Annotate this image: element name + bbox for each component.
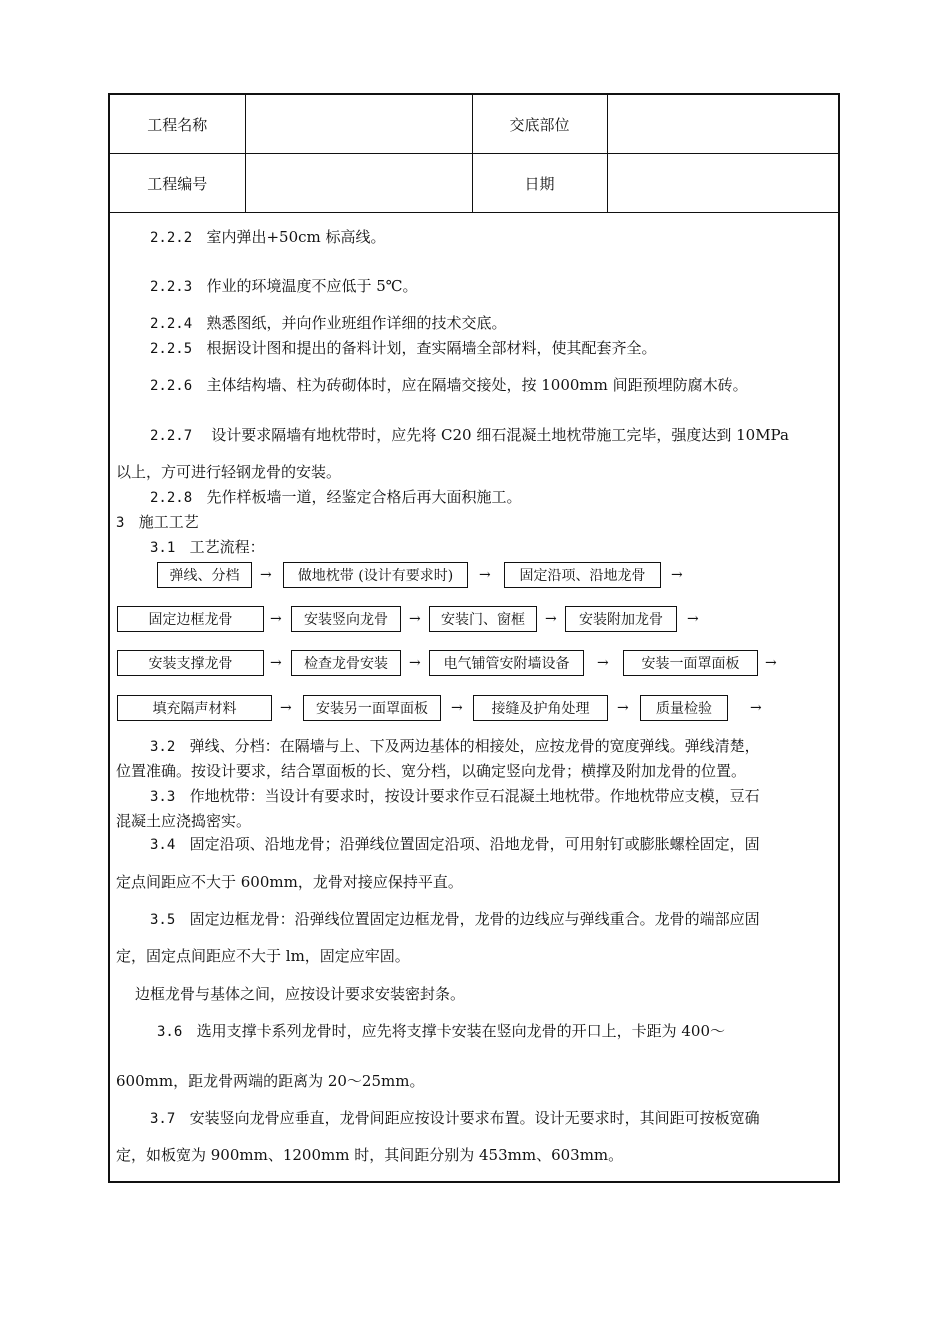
item-2-2-2: 2.2.2 室内弹出+50cm 标高线。 bbox=[150, 228, 386, 246]
flow-box: 检查龙骨安装 bbox=[291, 650, 401, 676]
para-3-3-line1: 3.3 作地枕带：当设计有要求时，按设计要求作豆石混凝土地枕带。作地枕带应支模，豆石 bbox=[150, 787, 760, 805]
section-3-heading: 3 施工工艺 bbox=[116, 513, 199, 531]
item-2-2-3: 2.2.3 作业的环境温度不应低于 5℃。 bbox=[150, 277, 418, 295]
item-2-2-5: 2.2.5 根据设计图和提出的备料计划，查实隔墙全部材料，使其配套齐全。 bbox=[150, 339, 657, 357]
para-3-4-line2: 定点间距应不大于 600mm，龙骨对接应保持平直。 bbox=[116, 873, 463, 891]
item-2-2-6: 2.2.6 主体结构墙、柱为砖砌体时，应在隔墙交接处，按 1000mm 间距预埋防腐木砖。 bbox=[150, 376, 748, 394]
project-no-label: 工程编号 bbox=[110, 154, 245, 213]
flow-box: 安装门、窗框 bbox=[429, 606, 537, 632]
flow-box: 做地枕带 (设计有要求时) bbox=[283, 562, 468, 588]
flow-box: 安装另一面罩面板 bbox=[303, 695, 441, 721]
flow-box: 安装一面罩面板 bbox=[623, 650, 758, 676]
flow-arrow: → bbox=[260, 567, 272, 583]
header-table bbox=[110, 95, 838, 213]
flow-box: 电气铺管安附墙设备 bbox=[429, 650, 584, 676]
para-3-7-line1: 3.7 安装竖向龙骨应垂直，龙骨间距应按设计要求布置。设计无要求时，其间距可按板宽确 bbox=[150, 1109, 760, 1127]
project-name-label: 工程名称 bbox=[110, 95, 245, 154]
flow-box: 质量检验 bbox=[640, 695, 728, 721]
item-2-2-4: 2.2.4 熟悉图纸，并向作业班组作详细的技术交底。 bbox=[150, 314, 507, 332]
project-no-value[interactable] bbox=[245, 154, 472, 213]
flow-arrow: → bbox=[409, 655, 421, 671]
flow-arrow: → bbox=[409, 611, 421, 627]
flow-arrow: → bbox=[545, 611, 557, 627]
date-value[interactable] bbox=[607, 154, 838, 213]
para-3-4-line1: 3.4 固定沿项、沿地龙骨；沿弹线位置固定沿项、沿地龙骨，可用射钉或膨胀螺栓固定，固 bbox=[150, 835, 760, 853]
para-3-7-line2: 定，如板宽为 900mm、1200mm 时，其间距分别为 453mm、603mm。 bbox=[116, 1146, 624, 1164]
location-value[interactable] bbox=[607, 95, 838, 154]
flow-arrow: → bbox=[765, 655, 777, 671]
para-3-3-line2: 混凝土应浇捣密实。 bbox=[116, 812, 252, 830]
item-3-1: 3.1 工艺流程： bbox=[150, 538, 265, 556]
date-label: 日期 bbox=[472, 154, 607, 213]
flow-arrow: → bbox=[451, 700, 463, 716]
flow-arrow: → bbox=[687, 611, 699, 627]
flow-box: 安装竖向龙骨 bbox=[291, 606, 401, 632]
para-3-5-line2: 定，固定点间距应不大于 lm，固定应牢固。 bbox=[116, 947, 410, 965]
flow-box: 固定边框龙骨 bbox=[117, 606, 264, 632]
flow-box: 安装附加龙骨 bbox=[565, 606, 677, 632]
flow-arrow: → bbox=[270, 611, 282, 627]
para-3-2-line1: 3.2 弹线、分档：在隔墙与上、下及两边基体的相接处，应按龙骨的宽度弹线。弹线清楚， bbox=[150, 737, 760, 755]
item-2-2-7-cont: 以上，方可进行轻钢龙骨的安装。 bbox=[116, 463, 342, 481]
flow-arrow: → bbox=[617, 700, 629, 716]
flow-arrow: → bbox=[750, 700, 762, 716]
item-2-2-8: 2.2.8 先作样板墙一道，经鉴定合格后再大面积施工。 bbox=[150, 488, 522, 506]
para-3-6-line1: 3.6 选用支撑卡系列龙骨时，应先将支撑卡安装在竖向龙骨的开口上，卡距为 400～ bbox=[157, 1022, 726, 1040]
para-3-5-note: 边框龙骨与基体之间，应按设计要求安装密封条。 bbox=[135, 985, 466, 1003]
para-3-6-line2: 600mm，距龙骨两端的距离为 20～25mm。 bbox=[116, 1072, 425, 1090]
flow-arrow: → bbox=[597, 655, 609, 671]
location-label: 交底部位 bbox=[472, 95, 607, 154]
flow-arrow: → bbox=[270, 655, 282, 671]
flow-box: 弹线、分档 bbox=[157, 562, 252, 588]
item-2-2-7: 2.2.7 设计要求隔墙有地枕带时，应先将 C20 细石混凝土地枕带施工完毕，强度达到 10MPa bbox=[150, 426, 789, 444]
flow-arrow: → bbox=[280, 700, 292, 716]
para-3-2-line2: 位置准确。按设计要求，结合罩面板的长、宽分档，以确定竖向龙骨；横撑及附加龙骨的位置。 bbox=[116, 762, 747, 780]
flow-box: 固定沿项、沿地龙骨 bbox=[504, 562, 661, 588]
flow-box: 安装支撑龙骨 bbox=[117, 650, 264, 676]
flow-box: 接缝及护角处理 bbox=[473, 695, 608, 721]
flow-arrow: → bbox=[479, 567, 491, 583]
para-3-5-line1: 3.5 固定边框龙骨：沿弹线位置固定边框龙骨，龙骨的边线应与弹线重合。龙骨的端部应固 bbox=[150, 910, 760, 928]
flow-arrow: → bbox=[671, 567, 683, 583]
document-frame bbox=[108, 93, 840, 1183]
project-name-value[interactable] bbox=[245, 95, 472, 154]
flow-box: 填充隔声材料 bbox=[117, 695, 272, 721]
